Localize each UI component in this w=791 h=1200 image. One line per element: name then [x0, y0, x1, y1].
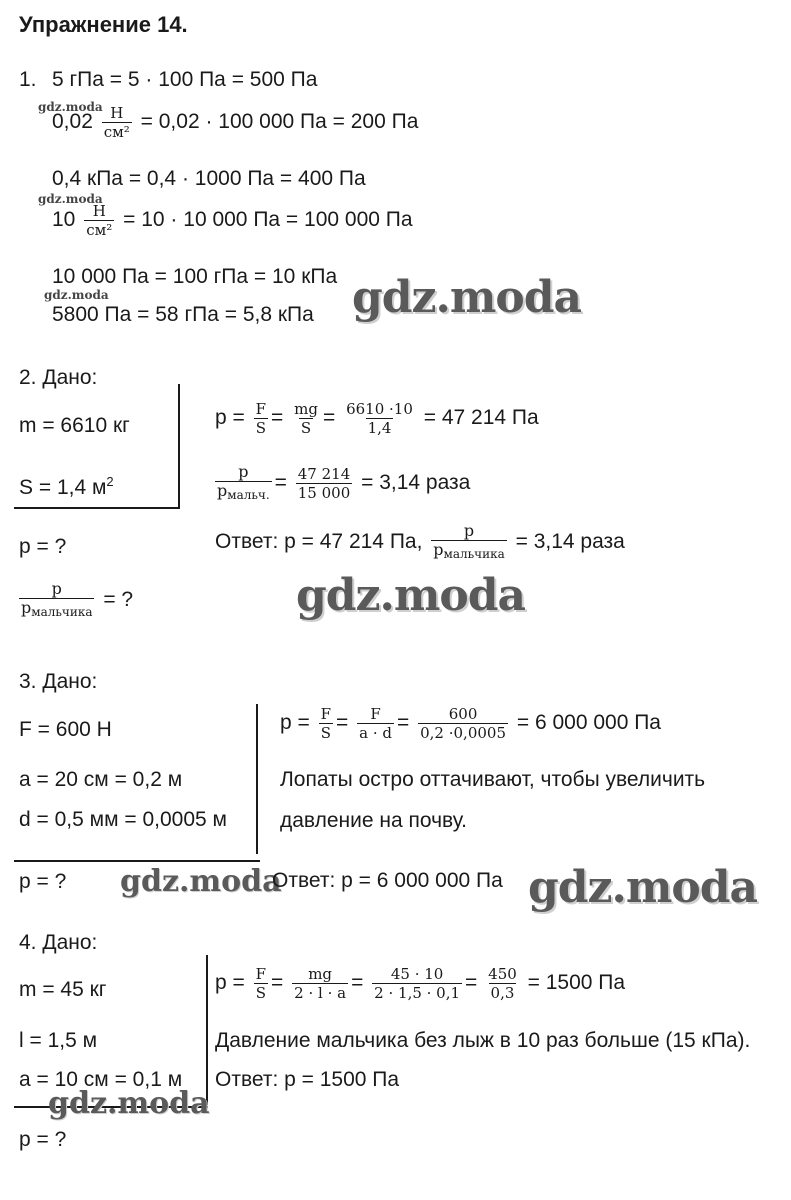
ex2-answer	[215, 522, 625, 563]
given-underline	[14, 507, 180, 509]
ex3-heading: 3. Дано:	[19, 670, 98, 693]
ex2-find-p: p = ?	[19, 535, 67, 558]
formula-result: = 1500 Па	[527, 971, 626, 995]
ex2-given-area	[19, 474, 114, 500]
ex3-given-d: d = 0,5 мм = 0,0005 м	[19, 808, 227, 831]
ex1-l4-value: 10	[52, 208, 76, 232]
fraction-denominator: a · d	[359, 724, 393, 742]
fraction-numerator: mg	[308, 965, 333, 983]
fraction-denominator: 0,2 ·0,0005	[420, 724, 507, 742]
fraction	[418, 705, 508, 742]
fraction-denominator: S	[255, 419, 266, 437]
formula-lhs: p =	[215, 406, 245, 430]
fraction-denominator	[19, 598, 94, 621]
fraction-denominator: 2 · l · a	[294, 984, 347, 1002]
fraction	[296, 465, 353, 502]
fraction-denominator: см²	[86, 221, 113, 239]
watermark-medium: gdz.moda	[48, 1086, 210, 1121]
watermark-small: gdz.moda	[44, 288, 109, 302]
ex4-given-mass: m = 45 кг	[19, 978, 107, 1001]
ex3-answer: Ответ: p = 6 000 000 Па	[272, 869, 503, 892]
ex1-line5: 10 000 Па = 100 гПа = 10 кПа	[52, 265, 338, 288]
ex1-line3: 0,4 кПа = 0,4 · 1000 Па = 400 Па	[52, 167, 366, 190]
fraction-numerator: p	[238, 462, 249, 481]
ex1-line1: 5 гПа = 5 · 100 Па = 500 Па	[52, 68, 318, 91]
ex3-given-force: F = 600 Н	[19, 718, 112, 741]
fraction-denominator: 0,3	[490, 984, 515, 1002]
watermark-large: gdz.moda	[528, 862, 758, 913]
watermark-large: gdz.moda	[296, 570, 526, 621]
den-sub: мальчика	[443, 547, 505, 561]
fraction-denominator	[215, 481, 272, 504]
ex2-find-ratio	[16, 580, 133, 621]
ex1-line6: 5800 Па = 58 гПа = 5,8 кПа	[52, 303, 314, 326]
watermark-large: gdz.moda	[352, 272, 582, 323]
formula-result: = 47 214 Па	[423, 406, 539, 430]
ex3-explanation-2: давление на почву.	[280, 809, 467, 832]
fraction	[292, 400, 320, 437]
ex4-find-p: p = ?	[19, 1128, 67, 1151]
fraction	[215, 463, 272, 504]
ex2-ratio-question: = ?	[103, 588, 134, 612]
fraction-numerator: F	[370, 705, 381, 723]
fraction-numerator: mg	[294, 400, 318, 418]
watermark-small: gdz.moda	[38, 192, 103, 206]
ex2-formula2: $\frac{p}{p_{мальч.}}$ = $\frac{47 214}{15 000}$ = 3,14 раза	[217, 462, 471, 502]
ex3-formula: p = $\frac{F}{S}$ = $\frac{F}{a \cdot d}$ = $\frac{600}{0,2 \cdot 0,0005}$ = 6 000 000 Па	[280, 705, 661, 742]
fraction-denominator: S	[300, 419, 312, 437]
ex1-l2-fraction	[102, 104, 132, 141]
ex2-ratio-fraction	[19, 580, 94, 621]
fraction-numerator: 6610 ·10	[346, 400, 413, 418]
fraction	[254, 965, 268, 1002]
fraction-denominator: 1,4	[367, 419, 392, 437]
ex4-given-length: l = 1,5 м	[19, 1029, 98, 1052]
formula-result: = 3,14 раза	[361, 471, 471, 495]
fraction-denominator: см²	[103, 123, 130, 141]
formula-lhs: p =	[215, 971, 245, 995]
ex1-l2-value: 0,02	[52, 110, 93, 134]
fraction-numerator: 450	[488, 965, 517, 983]
ex3-find-p: p = ?	[19, 870, 67, 893]
fraction-numerator: Н	[92, 202, 106, 220]
fraction-numerator: F	[255, 400, 267, 418]
ex1-number: 1.	[19, 68, 37, 91]
fraction	[319, 705, 333, 742]
ex4-answer: Ответ: p = 1500 Па	[215, 1068, 400, 1091]
answer-text: Ответ: p = 47 214 Па,	[215, 530, 423, 554]
fraction	[344, 400, 415, 437]
fraction-numerator: Н	[110, 104, 124, 122]
den-p: p	[433, 540, 444, 559]
fraction	[372, 965, 462, 1002]
given-divider	[206, 955, 208, 1105]
ex3-given-a: a = 20 см = 0,2 м	[19, 768, 183, 791]
fraction-numerator: F	[320, 705, 332, 723]
ex4-formula: p = $\frac{F}{S}$ = $\frac{mg}{2 \cdot l \cdot a}$ = $\frac{45 \cdot 10}{2 \cdot 1,5 \cdot 0,1}$ = $\frac{450}{0,3}$ = 1500 Па	[215, 965, 626, 1002]
den-p: p	[217, 481, 228, 500]
ex1-l4-fraction	[84, 202, 114, 239]
ex2-heading: 2. Дано:	[19, 366, 98, 389]
ex1-line4	[52, 202, 413, 239]
fraction	[431, 522, 506, 563]
ex4-explanation: Давление мальчика без лыж в 10 раз больше (15 кПа).	[215, 1029, 751, 1052]
ex2-given-mass: m = 6610 кг	[19, 414, 130, 437]
ex1-line2	[52, 104, 418, 141]
fraction-numerator: p	[463, 521, 475, 540]
fraction	[292, 965, 348, 1002]
fraction-denominator: S	[255, 984, 266, 1002]
page-title: Упражнение 14.	[19, 12, 188, 37]
given-divider	[256, 704, 258, 854]
fraction-numerator: p	[51, 579, 62, 598]
fraction-denominator	[431, 540, 506, 563]
fraction-numerator: 600	[448, 705, 478, 723]
answer-result: = 3,14 раза	[515, 530, 625, 554]
fraction-numerator: 45 · 10	[390, 965, 444, 983]
formula-lhs: p =	[280, 711, 310, 735]
ex4-given-width: a = 10 см = 0,1 м	[19, 1068, 183, 1091]
watermark-small: gdz.moda	[38, 100, 103, 114]
ratio-den-p: p	[21, 598, 32, 617]
fraction-numerator: 47 214	[297, 465, 351, 483]
ex1-l2-result: = 0,02 · 100 000 Па = 200 Па	[140, 110, 419, 134]
fraction-denominator: S	[320, 724, 331, 742]
fraction-denominator: 2 · 1,5 · 0,1	[374, 984, 461, 1002]
watermark-medium: gdz.moda	[120, 864, 282, 899]
ex1-l4-result: = 10 · 10 000 Па = 100 000 Па	[123, 208, 413, 232]
fraction-denominator: 15 000	[297, 484, 351, 502]
ex3-explanation-1: Лопаты остро оттачивают, чтобы увеличить	[280, 768, 706, 791]
given-underline	[14, 860, 260, 862]
fraction	[254, 400, 268, 437]
formula-result: = 6 000 000 Па	[516, 711, 661, 735]
fraction	[486, 965, 519, 1002]
ex2-area-exponent: 2	[106, 474, 114, 489]
ex2-area-text: S = 1,4 м	[19, 476, 107, 499]
ex4-heading: 4. Дано:	[19, 931, 98, 954]
fraction	[357, 705, 394, 742]
given-divider	[178, 384, 180, 508]
ratio-den-sub: мальчика	[31, 605, 93, 619]
ex2-formula1: p = $\frac{F}{S}$ = $\frac{mg}{S}$ = $\frac{6610 \cdot 10}{1,4}$ = 47 214 Па	[215, 400, 539, 437]
den-sub: мальч.	[227, 488, 270, 502]
fraction-numerator: F	[255, 965, 267, 983]
